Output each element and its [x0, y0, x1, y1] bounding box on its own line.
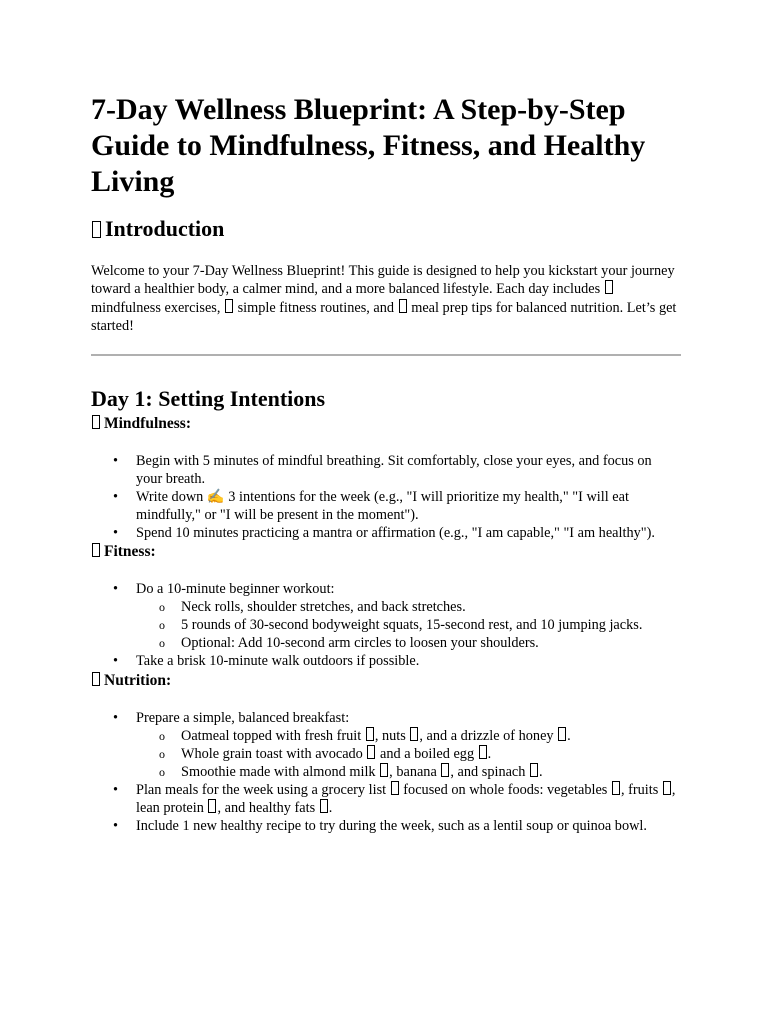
missing-glyph-icon: [380, 763, 388, 777]
missing-glyph-icon: [410, 727, 418, 741]
list-item-text: .: [567, 727, 571, 744]
missing-glyph-icon: [208, 799, 216, 813]
missing-glyph-icon: [225, 299, 233, 313]
list-item: [91, 488, 681, 524]
intro-heading-text: Introduction: [105, 216, 225, 241]
missing-glyph-icon: [366, 727, 374, 741]
nutrition-heading-text: Nutrition:: [104, 671, 172, 689]
missing-glyph-icon: [92, 415, 100, 429]
list-item-text: Plan meals for the week using a grocery list: [136, 781, 387, 798]
list-item-text: Prepare a simple, balanced breakfast:: [136, 709, 350, 726]
list-item-text: Begin with 5 minutes of mindful breathing. Sit comfortably, close your eyes, and focus on your breath.: [136, 452, 652, 487]
nutrition-list: [91, 709, 681, 836]
missing-glyph-icon: [320, 799, 328, 813]
list-item-text: .: [487, 745, 492, 762]
intro-text-part: meal prep tips for balanced nutrition. Let’s get started!: [91, 299, 677, 335]
list-item-text: Include 1 new healthy recipe to try during the week, such as a lentil soup or quinoa bowl.: [136, 818, 647, 835]
list-item-text: Neck rolls, shoulder stretches, and back stretches.: [181, 599, 466, 616]
fitness-list: [91, 580, 681, 670]
missing-glyph-icon: [479, 745, 487, 759]
missing-glyph-icon: [399, 299, 407, 313]
writing-hand-icon: ✍: [206, 488, 225, 505]
missing-glyph-icon: [92, 543, 100, 557]
list-item-text: , nuts: [374, 727, 406, 744]
fitness-sublist: [136, 598, 681, 652]
document-content: [91, 92, 681, 835]
section-divider: [91, 354, 681, 356]
mindfulness-heading: [91, 414, 681, 434]
day1-heading: Day 1: Setting Intentions: [91, 385, 326, 411]
sub-list-item: [136, 727, 681, 745]
list-item-text: Oatmeal topped with fresh fruit: [181, 727, 362, 744]
list-item-text: .: [539, 763, 543, 780]
missing-glyph-icon: [530, 763, 538, 777]
list-item-text: Do a 10-minute beginner workout:: [136, 581, 335, 598]
list-item-text: focused on whole foods: vegetables: [403, 781, 608, 798]
missing-glyph-icon: [367, 745, 375, 759]
list-item: [91, 781, 681, 817]
list-item-text: , and spinach: [450, 763, 526, 780]
list-item: [91, 652, 681, 670]
intro-text-part: simple fitness routines, and: [237, 299, 395, 316]
list-item-text: , lean protein: [136, 781, 676, 817]
list-item-text: , banana: [389, 763, 437, 780]
sub-list-item: [136, 598, 681, 616]
missing-glyph-icon: [92, 672, 100, 686]
list-item-text: Write down: [136, 488, 204, 505]
list-item: [91, 524, 681, 542]
intro-heading: [91, 214, 681, 244]
sub-list-item: [136, 763, 681, 781]
missing-glyph-icon: [441, 763, 449, 777]
sub-list-item: [136, 745, 681, 763]
nutrition-heading: [91, 671, 681, 691]
list-item: [91, 817, 681, 835]
fitness-heading-text: Fitness:: [104, 543, 156, 561]
missing-glyph-icon: [92, 221, 101, 238]
list-item-text: 5 rounds of 30-second bodyweight squats, 15-second rest, and 10 jumping jacks.: [181, 617, 643, 634]
list-item-text: Spend 10 minutes practicing a mantra or affirmation (e.g., "I am capable," "I am healthy").: [136, 525, 655, 541]
sub-list-item: [136, 634, 681, 652]
list-item-text: Whole grain toast with avocado: [181, 745, 363, 762]
list-item-text: and a boiled egg: [380, 745, 475, 762]
nutrition-sublist: [136, 727, 681, 781]
missing-glyph-icon: [391, 781, 399, 795]
list-item-text: Optional: Add 10-second arm circles to loosen your shoulders.: [181, 635, 539, 652]
document-title: 7-Day Wellness Blueprint: A Step-by-Step Guide to Mindfulness, Fitness, and Healthy Living: [91, 93, 646, 198]
list-item-text: 3 intentions for the week (e.g., "I will prioritize my health," "I will eat mindfully," or "I will be present in the moment").: [136, 488, 629, 523]
intro-text-part: Welcome to your 7-Day Wellness Blueprint! This guide is designed to help you kickstart your journey toward a healthier body, a calmer mind, and a more balanced lifestyle. Each day includes: [91, 263, 675, 298]
intro-text-part: mindfulness exercises,: [91, 299, 221, 316]
missing-glyph-icon: [612, 781, 620, 795]
list-item: [91, 452, 681, 488]
missing-glyph-icon: [605, 280, 613, 294]
mindfulness-heading-text: Mindfulness:: [104, 414, 191, 432]
list-item-text: Smoothie made with almond milk: [181, 763, 376, 780]
sub-list-item: [136, 616, 681, 634]
list-item-text: , fruits: [620, 781, 659, 798]
list-item: [91, 709, 681, 781]
list-item-text: , and a drizzle of honey: [419, 727, 554, 744]
list-item: [91, 580, 681, 652]
missing-glyph-icon: [558, 727, 566, 741]
intro-paragraph: [91, 262, 681, 336]
mindfulness-list: [91, 452, 681, 542]
list-item-text: Take a brisk 10-minute walk outdoors if possible.: [136, 653, 420, 670]
missing-glyph-icon: [663, 781, 671, 795]
fitness-heading: [91, 542, 681, 562]
list-item-text: .: [328, 800, 333, 817]
list-item-text: , and healthy fats: [217, 800, 316, 817]
